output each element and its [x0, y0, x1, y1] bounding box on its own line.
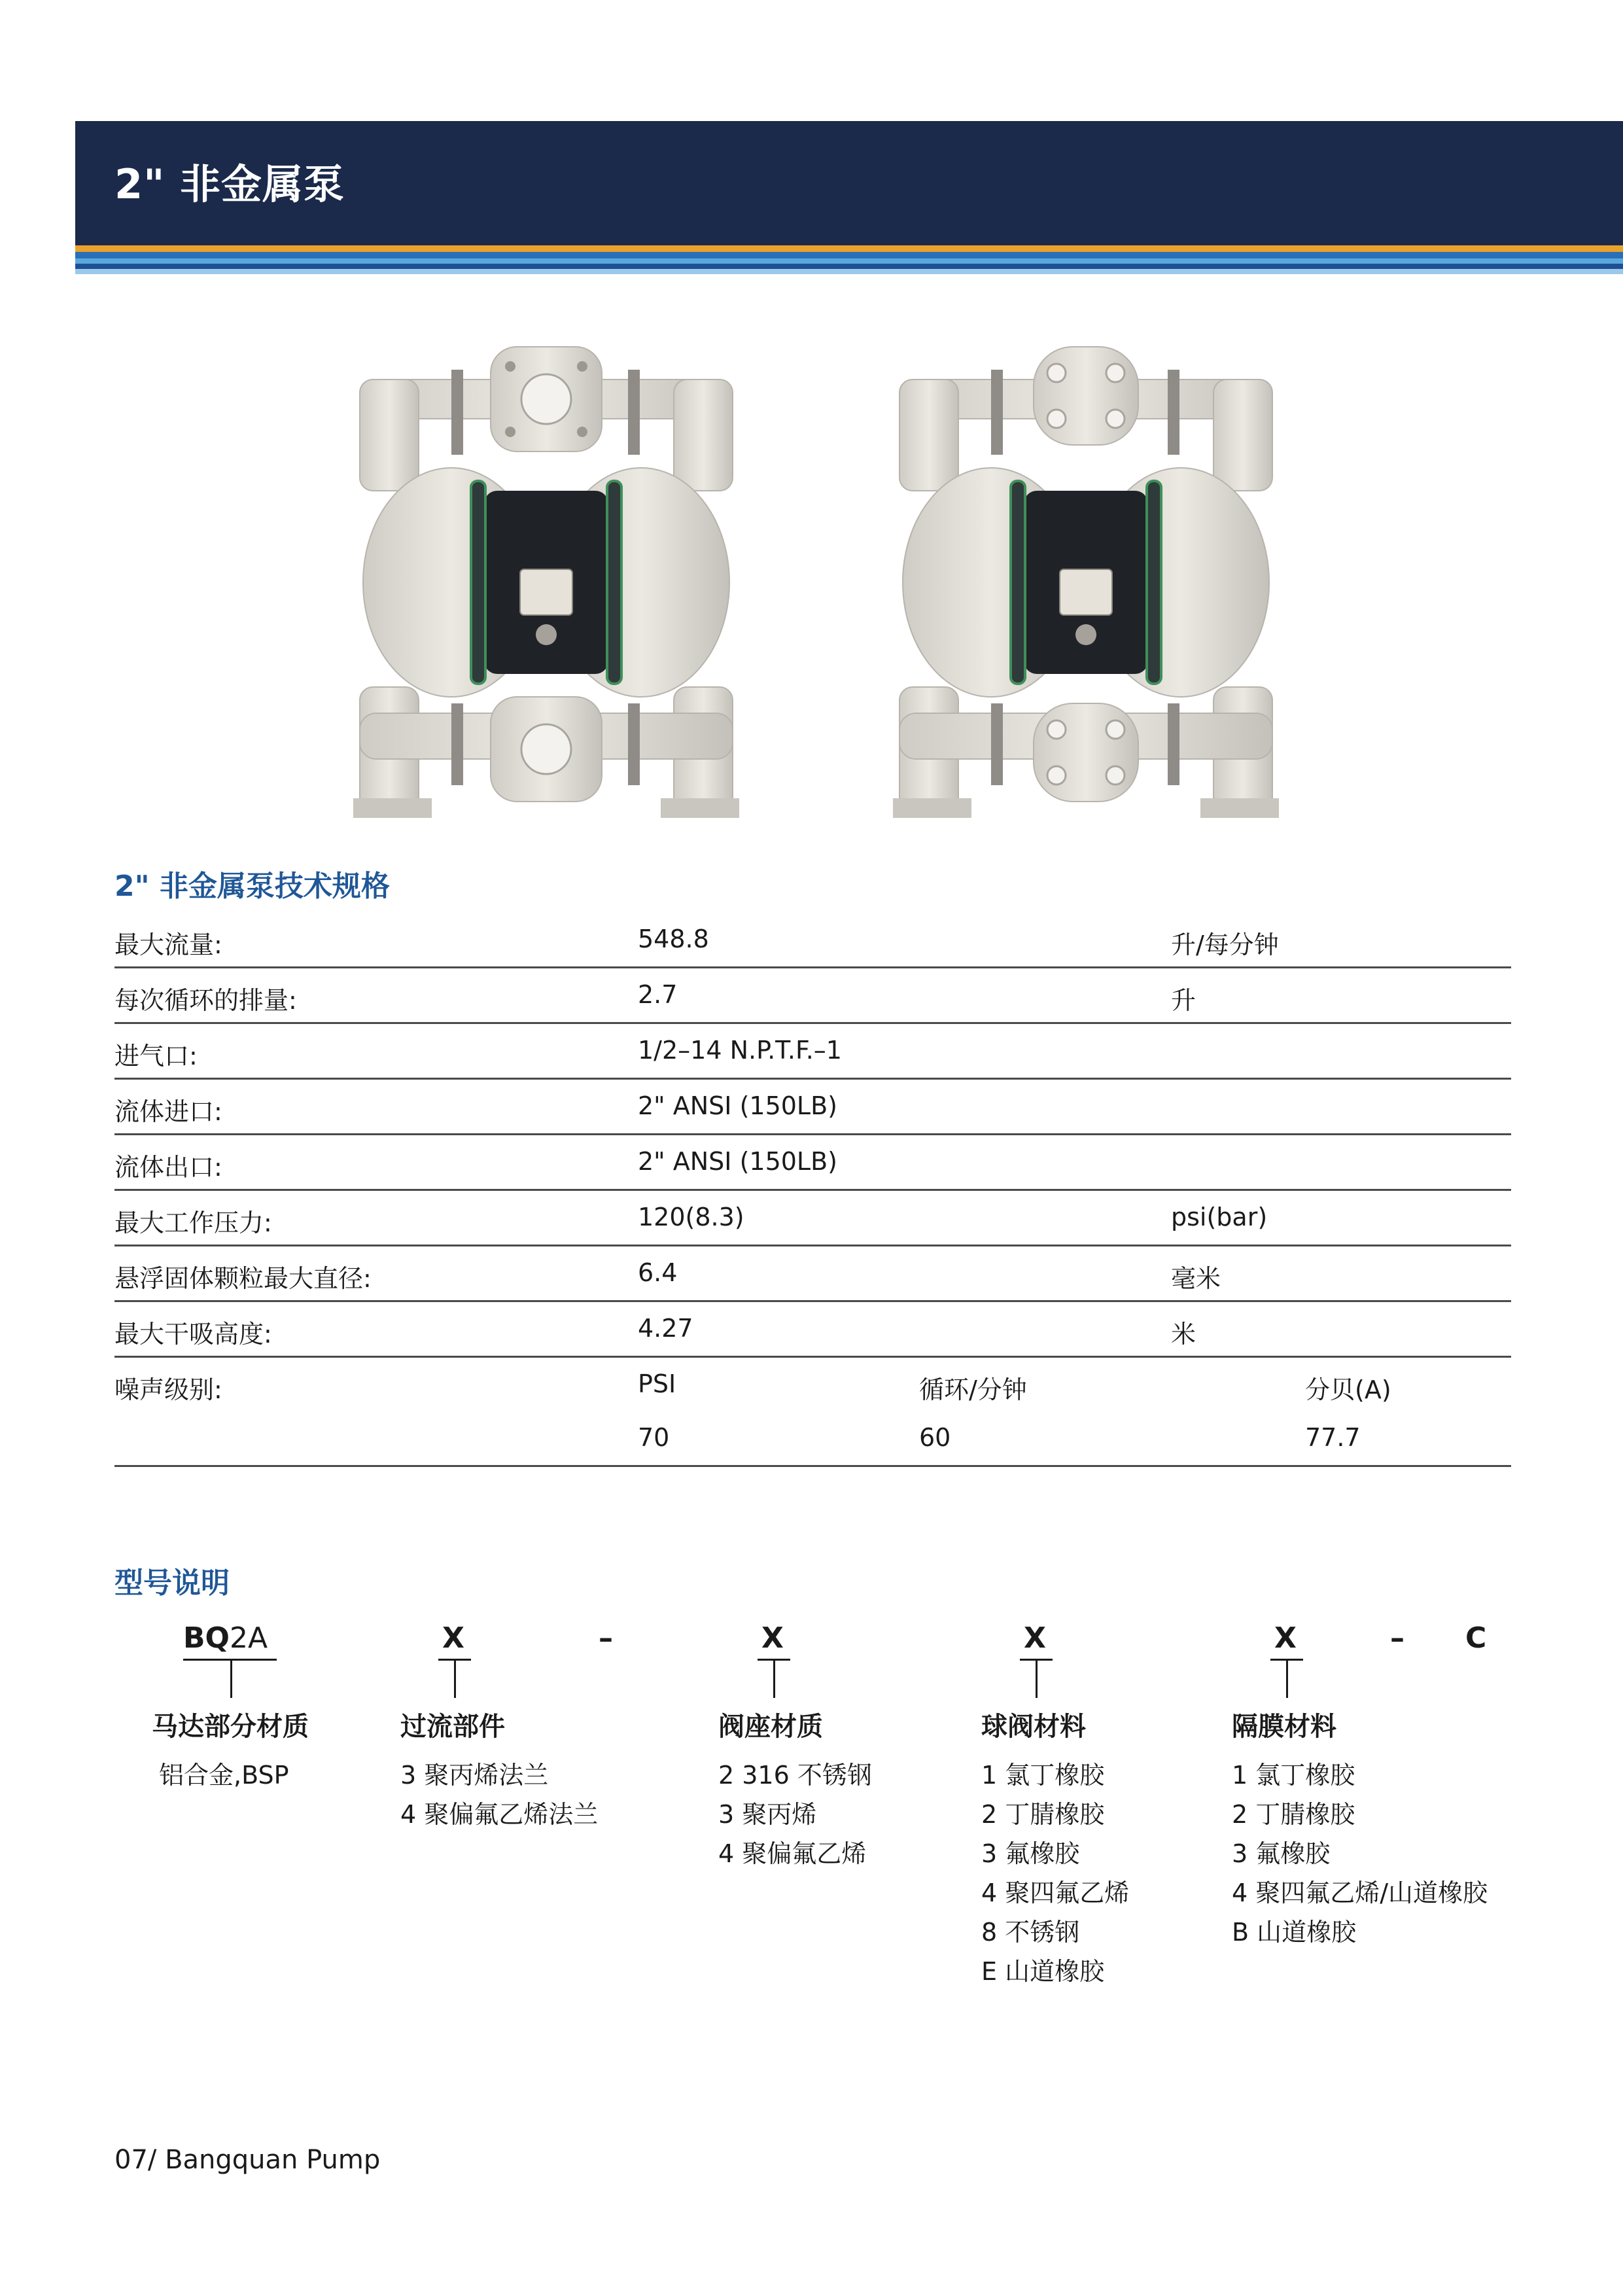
header-stripe-blue: [75, 252, 1623, 258]
model-code-prefix: [183, 1621, 268, 1655]
spec-label: 最大流量:: [114, 930, 222, 959]
header-stripe-orange: [75, 245, 1623, 252]
spec-row-noise-values: [114, 1411, 1511, 1467]
page-footer: 07/ Bangquan Pump: [114, 2145, 381, 2175]
model-tick-3: [773, 1659, 775, 1698]
list-item: 1 氯丁橡胶: [1232, 1761, 1355, 1790]
model-code-prefix-rest: 2A: [229, 1621, 268, 1655]
model-code-x-4: X: [1274, 1621, 1297, 1655]
noise-value-cycles: 60: [919, 1423, 951, 1452]
model-col-seat-title: 阀座材质: [718, 1712, 823, 1742]
spec-value: 2" ANSI (150LB): [638, 1147, 837, 1176]
header-stripe-pale-blue: [75, 269, 1623, 274]
list-item: 4 聚偏氟乙烯法兰: [400, 1800, 599, 1829]
spec-label: 悬浮固体颗粒最大直径:: [114, 1264, 372, 1293]
spec-row-max-solids: [114, 1246, 1511, 1302]
model-tick-5: [1286, 1659, 1288, 1698]
spec-label: 最大工作压力:: [114, 1209, 272, 1237]
spec-unit: 升: [1171, 986, 1196, 1015]
spec-row-fluid-inlet: [114, 1080, 1511, 1135]
noise-value-psi: 70: [638, 1423, 670, 1452]
spec-unit: 升/每分钟: [1171, 930, 1279, 959]
model-col-ball-list: [981, 1756, 1129, 1991]
model-col-motor-list: [159, 1756, 289, 1795]
header-stripe-light-blue: [75, 258, 1623, 264]
spec-heading: 2" 非金属泵技术规格: [114, 870, 390, 903]
list-item: E 山道橡胶: [981, 1957, 1105, 1986]
spec-label: 流体出口:: [114, 1153, 222, 1182]
noise-header-psi: PSI: [638, 1369, 676, 1398]
model-tick-2: [454, 1659, 456, 1698]
spec-row-max-pressure: [114, 1191, 1511, 1246]
header-stripe-dark-blue: [75, 264, 1623, 269]
list-item: 铝合金,BSP: [159, 1761, 289, 1790]
spec-value: 6.4: [638, 1258, 678, 1287]
spec-value: 4.27: [638, 1314, 693, 1343]
list-item: 2 316 不锈钢: [718, 1761, 872, 1790]
spec-unit: psi(bar): [1171, 1203, 1268, 1231]
noise-header-db: 分贝(A): [1305, 1375, 1391, 1404]
model-code-dash-1: –: [599, 1621, 613, 1655]
spec-label: 噪声级别:: [114, 1375, 222, 1404]
page-title: 2" 非金属泵: [114, 160, 345, 208]
spec-label: 每次循环的排量:: [114, 986, 297, 1015]
list-item: 2 丁腈橡胶: [981, 1800, 1105, 1829]
spec-row-air-inlet: [114, 1024, 1511, 1080]
spec-label: 流体进口:: [114, 1097, 222, 1126]
model-code-prefix-bold: BQ: [183, 1621, 230, 1655]
spec-value: 1/2–14 N.P.T.F.–1: [638, 1036, 842, 1065]
model-col-diaphragm-title: 隔膜材料: [1232, 1712, 1336, 1742]
noise-header-cycles: 循环/分钟: [919, 1375, 1027, 1404]
pump-image-flanged: [353, 340, 739, 824]
spec-unit: 米: [1171, 1320, 1196, 1349]
model-code-x-1: X: [442, 1621, 464, 1655]
model-col-wetted-list: [400, 1756, 598, 1834]
list-item: 4 聚四氟乙烯: [981, 1879, 1130, 1907]
spec-value: 2" ANSI (150LB): [638, 1091, 837, 1120]
list-item: 3 聚丙烯: [718, 1800, 817, 1829]
model-col-motor-title: 马达部分材质: [152, 1712, 309, 1742]
model-code-dash-2: –: [1390, 1621, 1405, 1655]
spec-unit: 毫米: [1171, 1264, 1221, 1293]
spec-row-noise-headers: [114, 1358, 1511, 1411]
list-item: 3 氟橡胶: [981, 1839, 1080, 1868]
model-code-x-2: X: [761, 1621, 784, 1655]
list-item: 4 聚偏氟乙烯: [718, 1839, 867, 1868]
list-item: 4 聚四氟乙烯/山道橡胶: [1232, 1879, 1488, 1907]
spec-table: [114, 913, 1511, 1467]
spec-row-fluid-outlet: [114, 1135, 1511, 1191]
list-item: 2 丁腈橡胶: [1232, 1800, 1355, 1829]
model-heading: 型号说明: [114, 1566, 230, 1600]
spec-label: 进气口:: [114, 1042, 198, 1070]
model-col-ball-title: 球阀材料: [981, 1712, 1086, 1742]
model-col-wetted-title: 过流部件: [400, 1712, 505, 1742]
spec-row-max-suction-lift: [114, 1302, 1511, 1358]
model-col-seat-list: [718, 1756, 872, 1873]
model-code-x-3: X: [1024, 1621, 1046, 1655]
noise-value-db: 77.7: [1305, 1423, 1361, 1452]
list-item: 3 聚丙烯法兰: [400, 1761, 549, 1790]
spec-row-max-flow: [114, 913, 1511, 968]
list-item: 8 不锈钢: [981, 1918, 1080, 1947]
model-tick-1: [230, 1659, 232, 1698]
spec-value: 2.7: [638, 980, 678, 1009]
spec-value: 120(8.3): [638, 1203, 744, 1231]
list-item: B 山道橡胶: [1232, 1918, 1357, 1947]
model-code-suffix: C: [1465, 1621, 1487, 1655]
model-tick-4: [1036, 1659, 1038, 1698]
spec-label: 最大干吸高度:: [114, 1320, 272, 1349]
pump-image-threaded: [893, 340, 1279, 824]
list-item: 1 氯丁橡胶: [981, 1761, 1105, 1790]
list-item: 3 氟橡胶: [1232, 1839, 1331, 1868]
spec-row-displacement: [114, 968, 1511, 1024]
model-col-diaphragm-list: [1232, 1756, 1488, 1952]
spec-value: 548.8: [638, 925, 709, 953]
